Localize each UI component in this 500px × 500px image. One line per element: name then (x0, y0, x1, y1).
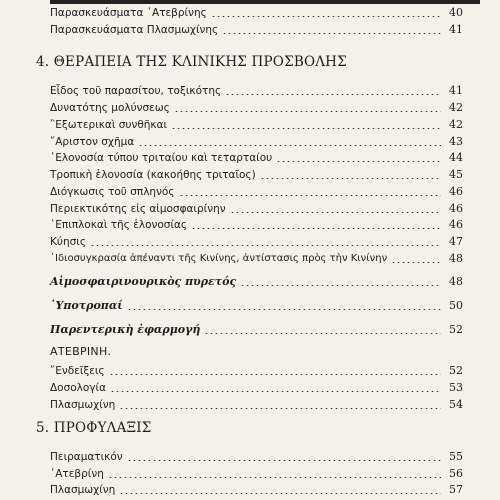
section-heading: 4. ΘΕΡΑΠΕΙΑ ΤΗΣ ΚΛΙΝΙΚΗΣ ΠΡΟΣΒΟΛΗΣ (36, 54, 347, 70)
entry-label: Εἶδος τοῦ παρασίτου, τοξικότης (50, 85, 222, 97)
toc-entry (50, 116, 463, 132)
toc-entry (50, 166, 463, 182)
entry-page: 43 (449, 135, 463, 148)
leader-dots (191, 228, 441, 229)
entry-label: Αἱμοσφαιρινουρικὸς πυρετός (50, 275, 237, 288)
toc-entry (50, 99, 463, 115)
leader-dots (108, 477, 441, 478)
leader-dots (260, 178, 441, 179)
toc-entry (50, 21, 463, 37)
toc-entry (50, 200, 463, 216)
leader-dots (119, 408, 441, 409)
toc-entry (50, 133, 463, 149)
entry-label: Διόγκωσις τοῦ σπληνός (50, 186, 175, 198)
leader-dots (179, 195, 441, 196)
toc-entry (50, 448, 463, 464)
toc-entry (50, 216, 463, 232)
entry-label: Πλασμωχίνη (50, 484, 116, 496)
entry-label: Τροπικὴ ἑλονοσία (κακοήθης τριταῖος) (50, 169, 256, 181)
entry-page: 41 (449, 84, 463, 97)
entry-label: ῾Επιπλοκαὶ τῆς ἑλονοσίας (50, 219, 188, 231)
entry-page: 53 (449, 381, 463, 394)
entry-page: 47 (449, 235, 463, 248)
leader-dots (276, 161, 441, 162)
leader-dots (230, 212, 441, 213)
leader-dots (90, 245, 441, 246)
entry-label: ῍Εξωτερικαὶ συνθῆκαι (50, 119, 168, 131)
entry-page: 57 (449, 483, 463, 496)
entry-label: Περιεκτικότης εἰς αἱμοσφαιρίνην (50, 203, 226, 215)
entry-page: 46 (449, 218, 463, 231)
entry-label: Κύησις (50, 236, 86, 248)
leader-dots (119, 493, 441, 494)
toc-entry (50, 149, 463, 165)
entry-page: 55 (449, 450, 463, 463)
leader-dots (225, 94, 441, 95)
toc-entry (50, 481, 463, 497)
toc-entry (50, 4, 463, 20)
entry-label: Παρεντερικὴ ἐφαρμογή (50, 323, 201, 336)
leader-dots (211, 16, 441, 17)
section-heading: 5. ΠΡΟΦΥΛΑΞΙΣ (36, 420, 152, 436)
leader-dots (127, 309, 441, 310)
entry-page: 48 (449, 275, 463, 288)
entry-label: Πειραματικόν (50, 451, 123, 463)
entry-page: 45 (449, 168, 463, 181)
toc-entry (50, 396, 463, 412)
leader-dots (171, 128, 441, 129)
toc-entry (50, 250, 463, 266)
leader-dots (109, 374, 441, 375)
toc-entry (50, 362, 463, 378)
entry-page: 52 (449, 364, 463, 377)
toc-entry (50, 321, 463, 337)
entry-label: Παρασκευάσματα ᾽Ατεβρίνης (50, 7, 207, 19)
entry-page: 46 (449, 185, 463, 198)
toc-entry (50, 465, 463, 481)
entry-page: 42 (449, 118, 463, 131)
entry-label: Δοσολογία (50, 382, 107, 394)
toc-entry (50, 183, 463, 199)
entry-label: ῎Αριστον σχῆμα (50, 136, 135, 148)
entry-page: 50 (449, 299, 463, 312)
toc-entry (50, 379, 463, 395)
leader-dots (222, 33, 441, 34)
leader-dots (138, 145, 441, 146)
entry-label: Δυνατότης μολύνσεως (50, 102, 170, 114)
entry-label: ῾Υποτροπαί (50, 299, 123, 312)
leader-dots (391, 262, 441, 263)
entry-page: 48 (449, 252, 463, 265)
leader-dots (174, 111, 441, 112)
leader-dots (127, 460, 441, 461)
entry-page: 56 (449, 467, 463, 480)
entry-page: 44 (449, 151, 463, 164)
toc-entry (50, 273, 463, 289)
entry-page: 46 (449, 202, 463, 215)
leader-dots (110, 391, 441, 392)
entry-label: ᾽Ιδιοσυγκρασία ἀπέναντι τῆς Κινίνης, ἀντίστασις πρὸς τὴν Κινίνην (50, 253, 388, 264)
entry-page: 41 (449, 23, 463, 36)
toc-entry (50, 233, 463, 249)
toc-entry (50, 297, 463, 313)
entry-label: Παρασκευάσματα Πλασμωχίνης (50, 24, 219, 36)
subsection-heading: ΑΤΕΒΡΙΝΗ. (50, 345, 112, 358)
entry-label: ᾽Ατεβρίνη (50, 468, 104, 480)
entry-label: ῎Ενδεῖξεις (50, 365, 105, 377)
entry-label: Πλασμωχίνη (50, 399, 116, 411)
entry-page: 54 (449, 398, 463, 411)
entry-page: 42 (449, 101, 463, 114)
entry-page: 52 (449, 323, 463, 336)
entry-page: 40 (449, 6, 463, 19)
toc-entry (50, 82, 463, 98)
leader-dots (204, 333, 441, 334)
leader-dots (240, 285, 441, 286)
entry-label: ῾Ελονοσία τύπου τριταίου καὶ τεταρταίου (50, 152, 273, 164)
